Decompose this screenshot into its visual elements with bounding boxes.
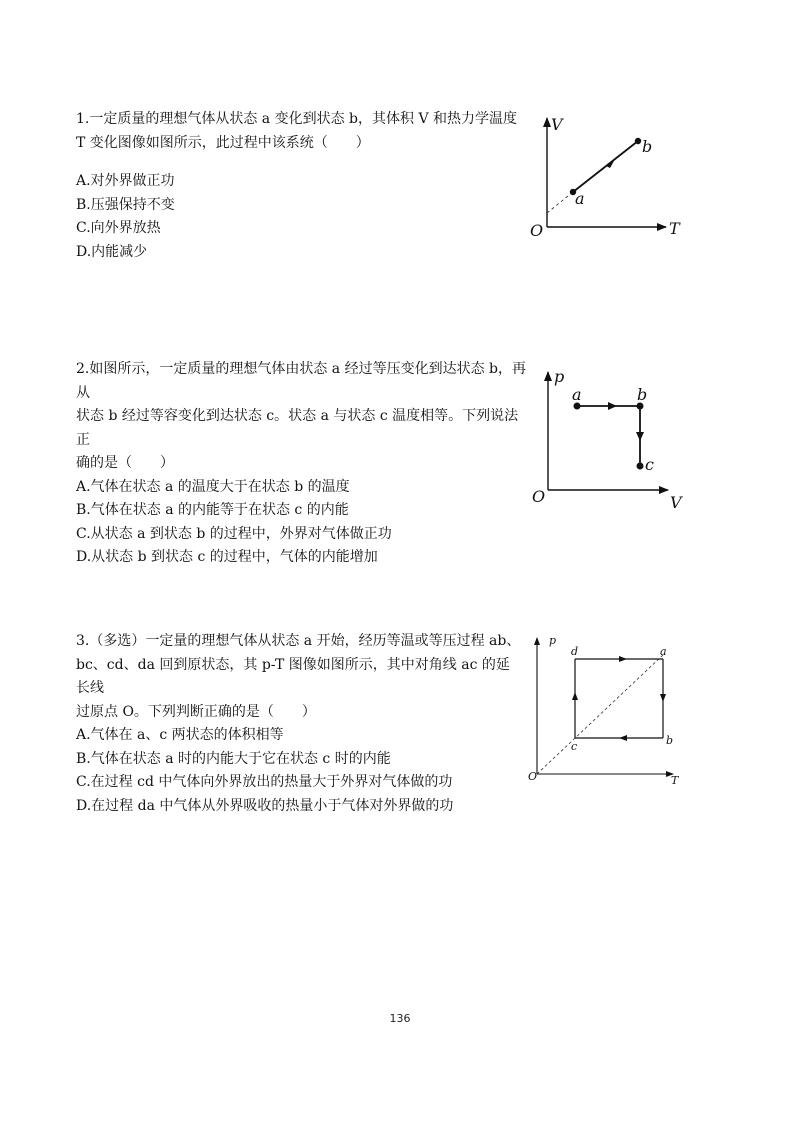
arrow-cd <box>572 692 578 700</box>
question-3 <box>76 630 521 818</box>
question-3-stem-line-3: 过原点 O。下列判断正确的是（ ） <box>76 703 316 720</box>
label-p: p <box>549 634 557 647</box>
question-1-option-a[interactable]: A.对外界做正功 <box>76 173 175 189</box>
question-2-stem-line-1: 2.如图所示，一定质量的理想气体由状态 a 经过等压变化到达状态 b，再从 <box>76 361 527 401</box>
question-1-stem-line-1: 1.一定质量的理想气体从状态 a 变化到状态 b，其体积 V 和热力学温度 <box>76 111 518 127</box>
question-3-stem-line-2: bc、cd、da 回到原状态，其 p-T 图像如图所示，其中对角线 ac 的延长线 <box>76 656 510 696</box>
diagonal-dashed-line <box>537 655 663 774</box>
question-3-pt-graph <box>520 630 690 794</box>
label-a: a <box>660 645 667 658</box>
question-1-vt-graph <box>520 106 690 240</box>
label-origin: O <box>530 221 544 236</box>
question-1-stem-line-2: T 变化图像如图所示，此过程中该系统（ ） <box>76 134 370 151</box>
label-v: V <box>670 493 682 512</box>
question-2-stem-line-3: 确的是（ ） <box>76 455 174 471</box>
point-c <box>637 463 644 470</box>
question-2-stem-line-2: 状态 b 经过等容变化到达状态 c。状态 a 与状态 c 温度相等。下列说法正 <box>76 408 519 448</box>
question-2-option-b[interactable]: B.气体在状态 a 的内能等于在状态 c 的内能 <box>76 502 349 518</box>
arrow-bc <box>619 735 627 741</box>
label-b: b <box>666 734 674 747</box>
question-2-pv-graph <box>520 362 690 516</box>
label-origin: O <box>532 487 546 506</box>
page-number: 136 <box>389 1012 411 1025</box>
label-a: a <box>572 385 582 404</box>
label-p: p <box>554 367 565 386</box>
label-c: c <box>645 455 654 474</box>
label-d: d <box>571 645 579 658</box>
question-3-option-c[interactable]: C.在过程 cd 中气体向外界放出的热量大于外界对气体做的功 <box>76 774 453 790</box>
label-t: T <box>671 774 679 787</box>
question-3-option-d[interactable]: D.在过程 da 中气体从外界吸收的热量小于气体对外界做的功 <box>76 797 454 814</box>
question-1 <box>76 108 526 264</box>
label-b: b <box>642 137 653 156</box>
label-origin: O <box>528 770 538 783</box>
label-v: V <box>551 115 563 134</box>
point-b <box>635 138 641 144</box>
label-t: T <box>669 219 680 236</box>
question-3-stem-line-1: 3.（多选）一定量的理想气体从状态 a 开始，经历等温或等压过程 ab、 <box>76 633 521 649</box>
question-2 <box>76 358 526 570</box>
label-c: c <box>571 740 578 753</box>
arrow-da <box>619 656 627 662</box>
question-1-options <box>76 170 526 264</box>
question-1-option-c[interactable]: C.向外界放热 <box>76 220 161 236</box>
extension-dashed-line <box>547 192 573 213</box>
question-3-option-a[interactable]: A.气体在 a、c 两状态的体积相等 <box>76 727 284 743</box>
arrow-ab <box>608 402 617 410</box>
question-2-option-c[interactable]: C.从状态 a 到状态 b 的过程中，外界对气体做正功 <box>76 525 392 542</box>
question-2-option-d[interactable]: D.从状态 b 到状态 c 的过程中，气体的内能增加 <box>76 549 378 565</box>
process-line-ab <box>573 141 638 192</box>
arrow-ab <box>660 694 666 702</box>
label-b: b <box>637 385 648 404</box>
label-a: a <box>575 189 585 208</box>
arrow-bc <box>636 432 644 441</box>
question-1-option-d[interactable]: D.内能减少 <box>76 243 148 260</box>
question-2-option-a[interactable]: A.气体在状态 a 的温度大于在状态 b 的温度 <box>76 478 350 495</box>
question-3-option-b[interactable]: B.气体在状态 a 时的内能大于它在状态 c 时的内能 <box>76 750 391 767</box>
question-1-option-b[interactable]: B.压强保持不变 <box>76 196 175 213</box>
